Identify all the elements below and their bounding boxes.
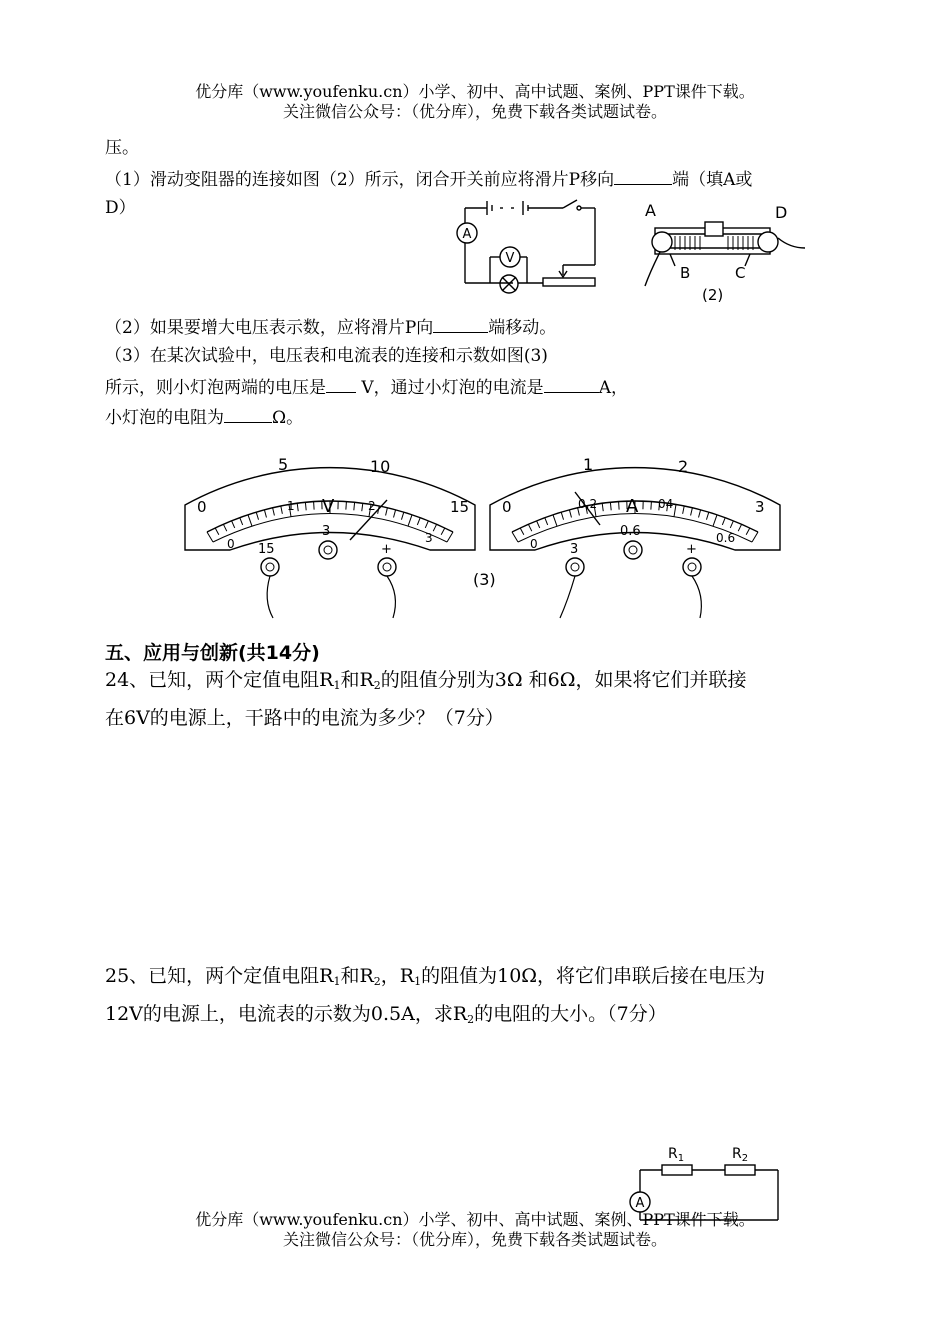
q25-text-a: 25、已知，两个定值电阻R [105, 965, 334, 987]
q23-part2-text: （2）如果要增大电压表示数，应将滑片P向 [105, 318, 434, 338]
scale-tick [401, 512, 403, 520]
scale-tick [433, 524, 436, 531]
scale-tick [297, 503, 298, 511]
q24-text-a: 24、已知，两个定值电阻R [105, 669, 334, 691]
q23-continuation: 压。 [105, 138, 139, 158]
scale-tick [651, 502, 652, 510]
scale-tick [273, 508, 275, 516]
volt-inner-1: 1 [287, 499, 295, 513]
answer-blank-voltage[interactable] [326, 374, 356, 393]
volt-terminal-15: 15 [258, 542, 275, 557]
scale-tick [215, 528, 219, 535]
ammeter-symbol-label: A [462, 227, 472, 242]
q23-part2 [105, 314, 865, 340]
q23-part2-text-2: 端移动。 [488, 318, 557, 338]
footer-line-2: 关注微信公众号：（优分库），免费下载各类试题试卷。 [282, 1230, 667, 1249]
answer-blank-p2[interactable] [433, 314, 488, 333]
q23-part3-line3 [105, 404, 865, 430]
q24-text-c: 的阻值分别为3Ω 和6Ω，如果将它们并联接 [380, 669, 747, 691]
q24-line2: 在6V的电源上，干路中的电流为多少？（7分） [105, 707, 504, 729]
rheostat-caption: (2) [702, 286, 724, 304]
amp-outer-2: 2 [678, 457, 689, 476]
rheostat-terminal-d: D [775, 203, 788, 222]
scale-tick [447, 532, 453, 542]
fig4-ammeter-label: A [635, 1196, 645, 1211]
scale-tick [683, 506, 685, 514]
q24-text-b: 和R [340, 669, 374, 691]
rheostat-terminal-b: B [680, 264, 691, 282]
fig4-r1-label: $R_1$ [668, 1146, 685, 1164]
scale-tick [408, 515, 412, 526]
scale-tick [752, 532, 758, 542]
volt-outer-10: 10 [370, 457, 391, 476]
scale-tick [248, 515, 252, 526]
scale-tick [706, 512, 708, 520]
fig3-caption: (3) [473, 570, 496, 589]
scale-tick [553, 515, 557, 526]
answer-blank-current[interactable] [544, 374, 599, 393]
scale-tick [394, 510, 396, 518]
page-header [0, 82, 950, 122]
scale-tick [362, 503, 363, 511]
q23-part3-text-4: 小灯泡的电阻为 [105, 408, 224, 428]
q24-line1 [105, 664, 865, 702]
page-footer [0, 1210, 950, 1250]
header-line-2: 关注微信公众号：（优分库），免费下载各类试题试卷。 [282, 102, 667, 121]
footer-line-1: 优分库（www.youfenku.cn）小学、初中、高中试题、案例、PPT课件下载。 [195, 1210, 755, 1229]
amp-terminal-plus-knob[interactable] [683, 558, 701, 576]
scale-tick [346, 502, 347, 510]
scale-tick [674, 504, 676, 516]
volt-outer-15: 15 [450, 498, 470, 516]
q25-text-e: 12V的电源上，电流表的示数为0.5A，求R [105, 1003, 468, 1025]
q23-part3-text-5: Ω。 [272, 408, 304, 428]
volt-outer-5: 5 [278, 455, 289, 474]
volt-inner-0: 0 [227, 537, 235, 551]
header-line-1: 优分库（www.youfenku.cn）小学、初中、高中试题、案例、PPT课件下载。 [195, 82, 755, 101]
q25-line2 [105, 998, 865, 1036]
section-5-title: 五、应用与创新(共14分) [105, 642, 320, 664]
volt-outer-0: 0 [197, 498, 207, 516]
amp-inner-0: 0 [530, 537, 538, 551]
scale-tick [425, 521, 428, 528]
scale-tick [417, 518, 420, 525]
amp-outer-0: 0 [502, 498, 512, 516]
question-25 [105, 960, 865, 1036]
rheostat-terminal-a: A [645, 201, 656, 220]
q25-sub-1: 1 [333, 975, 341, 988]
scale-tick [207, 532, 213, 542]
q23-part1-text: （1）滑动变阻器的连接如图（2）所示，闭合开关前应将滑片P移向 [105, 170, 615, 190]
scale-tick [232, 521, 235, 528]
answer-blank-p1[interactable] [614, 166, 672, 185]
volt-terminal-plus: + [381, 542, 392, 557]
q23-part3-line1: （3）在某次试验中，电压表和电流表的连接和示数如图(3) [105, 346, 548, 366]
scale-tick [281, 506, 283, 514]
scale-tick [561, 512, 563, 520]
scale-tick [537, 521, 540, 528]
amp-terminal-3: 3 [570, 542, 579, 557]
volt-inner-3: 3 [425, 531, 433, 545]
scale-tick [699, 510, 701, 518]
scale-tick [545, 518, 548, 525]
q25-text-f: 的电阻的大小。（7分） [474, 1003, 667, 1025]
amp-outer-3: 3 [755, 498, 765, 516]
scale-tick [746, 528, 750, 535]
amp-terminal-3-knob[interactable] [566, 558, 584, 576]
amp-unit: A [626, 496, 639, 517]
scale-tick [240, 518, 243, 525]
ammeter-dial [490, 455, 780, 618]
scale-tick [256, 512, 258, 520]
q25-text-b: 和R [340, 965, 374, 987]
q23-part1 [105, 166, 865, 192]
q25-text-d: 的阻值为10Ω，将它们串联后接在电压为 [421, 965, 766, 987]
scale-tick [264, 510, 266, 518]
amp-terminal-plus: + [686, 542, 697, 557]
rheostat-terminal-c: C [735, 264, 746, 282]
volt-terminal-3-knob[interactable] [319, 541, 337, 559]
q25-sub-3: 1 [414, 975, 422, 988]
scale-tick [386, 508, 388, 516]
question-24 [105, 664, 865, 734]
q25-line1 [105, 960, 865, 998]
amp-outer-1: 1 [583, 455, 594, 474]
amp-inner-02: 0.2 [578, 497, 598, 511]
amp-terminal-06-knob[interactable] [624, 541, 642, 559]
voltmeter-dial [185, 455, 475, 618]
q24-sub-1: 1 [333, 679, 341, 692]
scale-tick [314, 502, 315, 510]
amp-inner-04: 04 [658, 497, 674, 511]
q23-part3-text-3: A， [598, 378, 628, 398]
q24-sub-2: 2 [373, 679, 381, 692]
q23-part1-cont: D） [105, 198, 136, 218]
scale-tick [738, 524, 741, 531]
scale-tick [528, 524, 531, 531]
answer-blank-resistance[interactable] [224, 404, 272, 423]
q23-part3-line2 [105, 374, 865, 400]
scale-tick [619, 502, 620, 510]
amp-terminal-06: 0.6 [620, 524, 641, 539]
q23-part3-text: 所示，则小灯泡两端的电压是 [105, 378, 326, 398]
scale-tick [730, 521, 733, 528]
volt-terminal-plus-knob[interactable] [378, 558, 396, 576]
scale-tick [441, 528, 445, 535]
scale-tick [569, 510, 571, 518]
fig4-r2-label: $R_2$ [732, 1146, 749, 1164]
scale-tick [602, 503, 603, 511]
q23-part1-text-2: 端（填A或 [672, 170, 753, 190]
q25-sub-4: 2 [467, 1013, 475, 1026]
scale-tick [691, 508, 693, 516]
scale-tick [305, 502, 306, 510]
scale-tick [223, 524, 226, 531]
volt-unit: V [322, 496, 335, 517]
volt-inner-2: 2 [368, 499, 376, 513]
q25-sub-2: 2 [373, 975, 381, 988]
voltmeter-symbol-label: V [505, 251, 515, 266]
scale-tick [713, 515, 717, 526]
q25-text-c: ，R [380, 965, 415, 987]
circuit-diagram-1 [455, 195, 605, 295]
scale-tick [354, 502, 355, 510]
scale-tick [520, 528, 524, 535]
volt-terminal-15-knob[interactable] [261, 558, 279, 576]
rheostat-figure [640, 200, 820, 305]
amp-inner-06: 0.6 [716, 531, 736, 545]
scale-tick [722, 518, 725, 525]
scale-tick [610, 502, 611, 510]
meters-figure [175, 440, 795, 625]
q23-part3-text-2: V，通过小灯泡的电流是 [361, 378, 544, 398]
volt-terminal-3: 3 [322, 524, 331, 539]
scale-tick [512, 532, 518, 542]
